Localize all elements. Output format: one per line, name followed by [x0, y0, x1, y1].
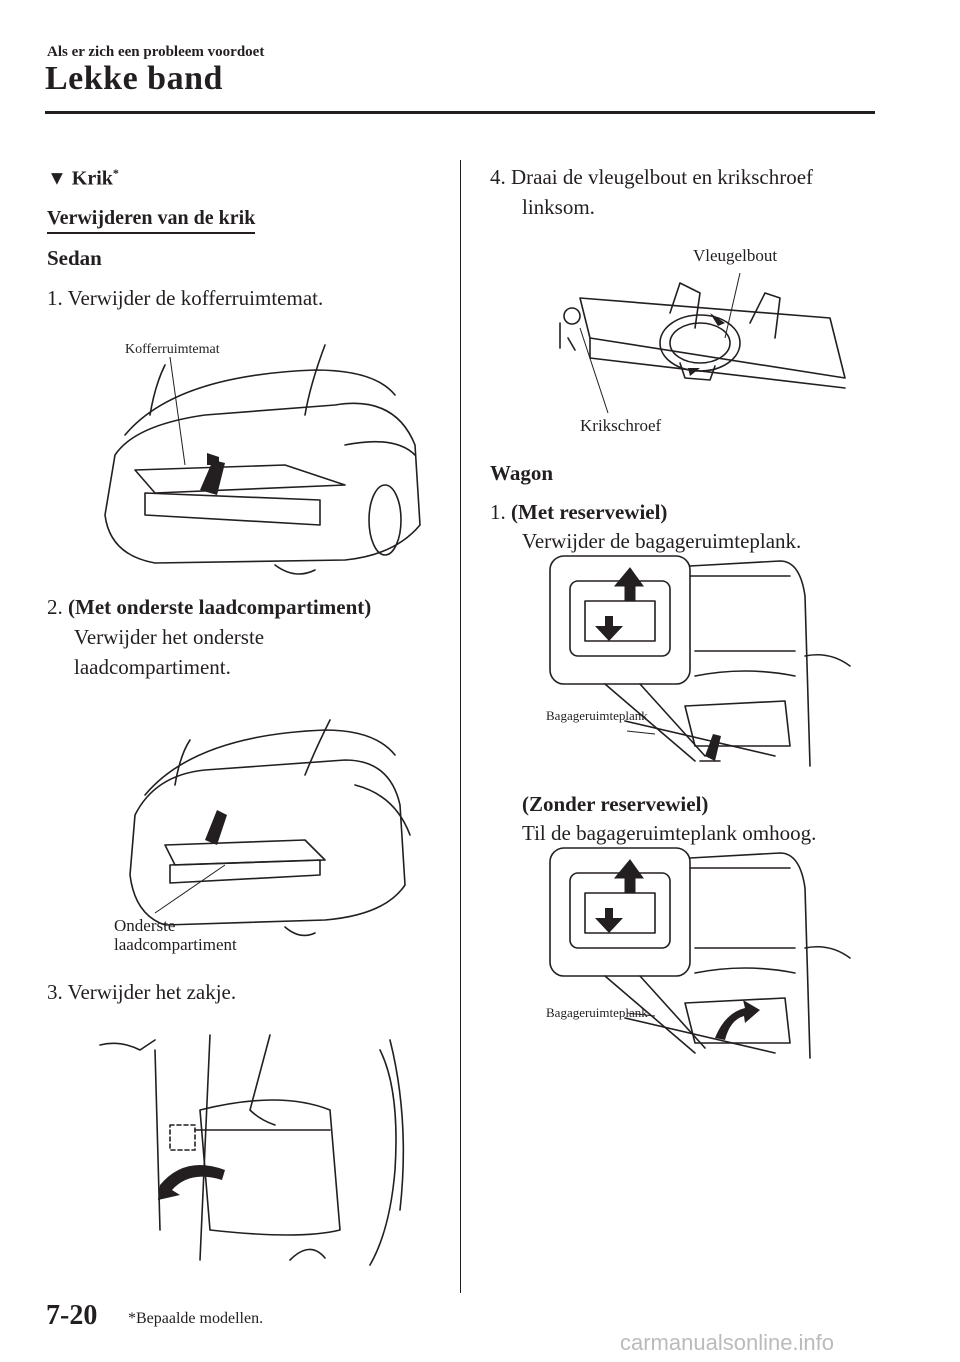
- sedan-label: Sedan: [47, 246, 102, 270]
- header-rule: [45, 111, 875, 114]
- fig5-label: Bagageruimteplank: [546, 708, 648, 723]
- step-4: [490, 162, 813, 193]
- subheading: Verwijderen van de krik: [47, 207, 255, 234]
- step-2-line3: laadcompartiment.: [74, 655, 231, 679]
- wagon-step-1: [490, 497, 667, 528]
- watermark: carmanualsonline.info: [620, 1330, 835, 1355]
- fig4-label-bottom: Krikschroef: [580, 416, 662, 435]
- figure-jack: [550, 268, 850, 418]
- figure-pouch-removal: [100, 1030, 410, 1270]
- wagon-label: Wagon: [490, 461, 554, 485]
- fig4-label-top: Vleugelbout: [693, 246, 778, 265]
- footnote: *Bepaalde modellen.: [128, 1310, 264, 1327]
- heading-text: Krik: [71, 167, 113, 190]
- section-title: Als er zich een probleem voordoet: [47, 44, 265, 60]
- fig2-label-line2: laadcompartiment: [114, 935, 237, 954]
- heading-marker: ▼: [47, 167, 67, 190]
- step-3: [47, 977, 236, 1008]
- step-2: [47, 592, 371, 623]
- step-1: [47, 283, 323, 314]
- fig2-label: [114, 916, 237, 954]
- wagon-step-1-bold: (Met reservewiel): [511, 500, 668, 524]
- step-2-line2: Verwijder het onderste: [74, 625, 265, 649]
- column-divider: [460, 160, 461, 1293]
- step-4-number: 4.: [490, 165, 506, 189]
- wagon-step-1b-text: Til de bagageruimteplank omhoog.: [522, 821, 817, 845]
- heading-krik: [47, 166, 119, 191]
- page-title: Lekke band: [45, 60, 223, 97]
- figure-wagon-without-spare: [545, 848, 855, 1073]
- figure-sedan-trunk-mat: [95, 335, 425, 585]
- fig6-label: Bagageruimteplank: [546, 1005, 648, 1020]
- fig1-label: Kofferruimtemat: [125, 342, 220, 357]
- step-3-number: 3.: [47, 980, 63, 1004]
- wagon-step-1-number: 1.: [490, 500, 506, 524]
- asterisk-footnote-mark: *: [112, 166, 119, 180]
- wagon-step-1-text: Verwijder de bagageruimteplank.: [522, 529, 802, 553]
- wagon-step-1b-bold: (Zonder reservewiel): [522, 792, 709, 816]
- page-number: 7-20: [46, 1300, 98, 1331]
- step-2-bold: (Met onderste laadcompartiment): [68, 595, 372, 619]
- step-1-number: 1.: [47, 286, 63, 310]
- step-4-line2: linksom.: [522, 195, 595, 219]
- figure-sedan-lower-compartment: [125, 715, 410, 945]
- step-4-line1: Draai de vleugelbout en krikschroef: [511, 165, 814, 189]
- step-1-text: Verwijder de kofferruimtemat.: [67, 286, 324, 310]
- fig2-label-line1: Onderste: [114, 916, 176, 935]
- figure-wagon-with-spare: [545, 556, 855, 781]
- step-3-text: Verwijder het zakje.: [67, 980, 237, 1004]
- step-2-number: 2.: [47, 595, 63, 619]
